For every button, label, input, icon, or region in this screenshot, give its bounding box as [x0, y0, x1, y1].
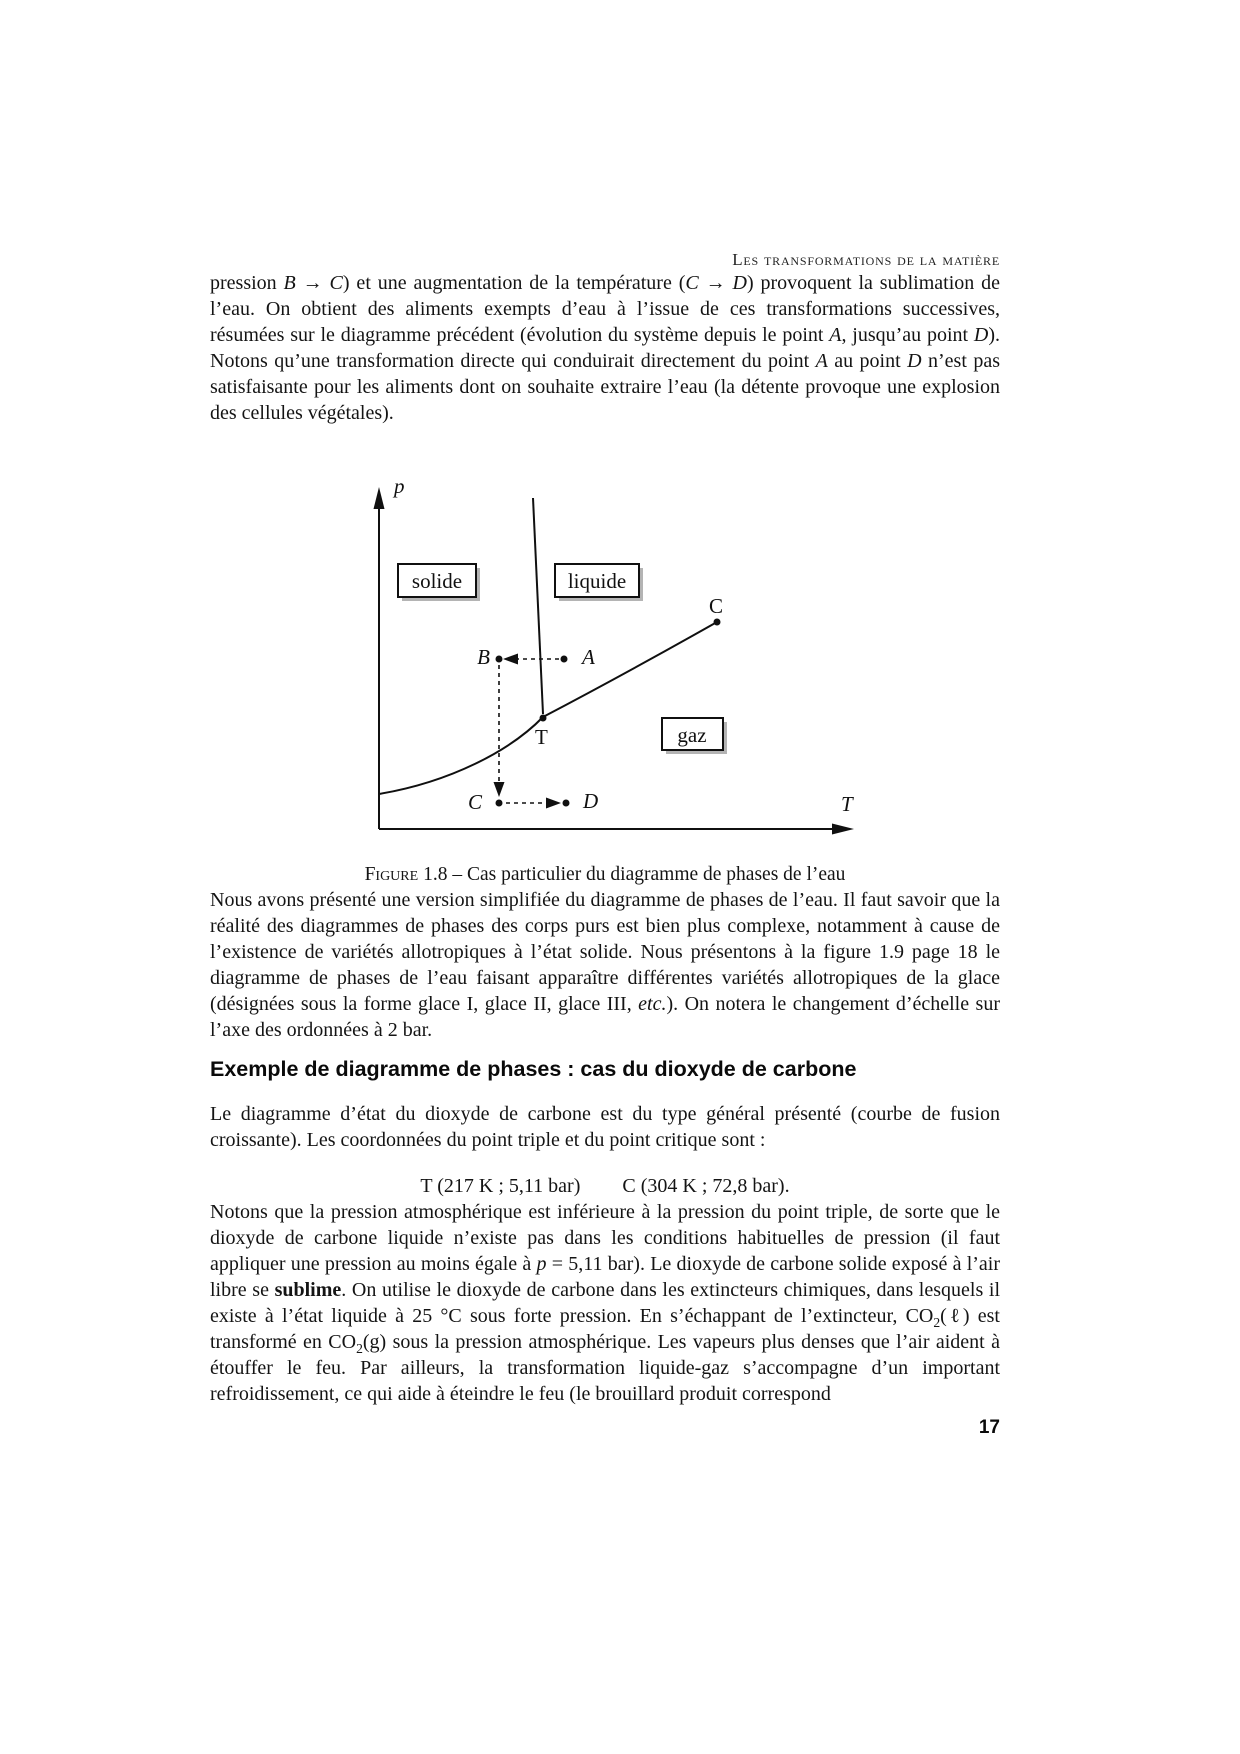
- critical-point: [714, 619, 721, 626]
- critical-point-coordinates: C (304 K ; 72,8 bar).: [622, 1174, 790, 1197]
- solid-region-label: solide: [411, 569, 463, 593]
- triple-point: [540, 715, 547, 722]
- critical-point-label: C: [709, 594, 724, 618]
- phase-diagram-svg: [340, 431, 860, 851]
- vaporization-curve: [543, 622, 717, 717]
- page-number: 17: [978, 1416, 1000, 1438]
- temperature-axis-label: T: [841, 792, 853, 816]
- point-A: [561, 656, 568, 663]
- triple-critical-coordinates: [210, 1173, 1000, 1199]
- point-B: [496, 656, 503, 663]
- arrow-to-C-icon: [494, 782, 505, 797]
- paragraph-1: pression B → C) et une augmentation de la température (C → D) provoquent la sublimation de l’eau. On obtient des aliments exempts d’eau à l’issue de ces transformations successives, résumées sur le diagramme précédent (évolution du système depuis le point A, jusqu’au point D). Notons qu’une transformation directe qui conduirait directement du point A au point D n’est pas satisfaisante pour les aliments dont on souhaite extraire l’eau (la détente provoque une explosion des cellules végétales).: [210, 272, 1001, 424]
- gas-region-label: gaz: [677, 723, 707, 747]
- arrow-to-D-icon: [546, 798, 561, 809]
- arrow-to-B-icon: [503, 654, 518, 665]
- point-A-label: A: [582, 645, 595, 669]
- sublimation-curve: [379, 717, 543, 794]
- point-D-label: D: [583, 789, 599, 813]
- liquid-region-label: liquide: [567, 569, 627, 593]
- point-C: [496, 800, 503, 807]
- paragraph-2: Nous avons présenté une version simplifiée du diagramme de phases de l’eau. Il faut savoir que la réalité des diagrammes de phases des corps purs est bien plus complexe, notamment à cause de l’existence de variétés allotropiques à l’état solide. Nous présentons à la figure 1.9 page 18 le diagramme de phases de l’eau faisant apparaître différentes variétés allotropiques de la glace (désignées sous la forme glace I, glace II, glace III, etc.). On notera le changement d’échelle sur l’axe des ordonnées à 2 bar.: [210, 889, 1000, 1041]
- fusion-curve: [533, 498, 543, 714]
- figure-caption: Figure 1.8 – Cas particulier du diagramme de phases de l’eau: [364, 864, 846, 885]
- pressure-axis-label: p: [394, 474, 405, 498]
- paragraph-4: Notons que la pression atmosphérique est inférieure à la pression du point triple, de sorte que le dioxyde de carbone liquide n’existe pas dans les conditions habituelles de pression (il faut appliquer une pression au moins égale à p = 5,11 bar). Le dioxyde de carbone solide exposé à l’air libre se sublime. On utilise le dioxyde de carbone dans les extincteurs chimiques, dans lesquels il existe à l’état liquide à 25 °C sous forte pression. En s’échappant de l’extincteur, $CO_2(\ell)$ est transformé en $CO_2(g)$ sous la pression atmosphérique. Les vapeurs plus denses que l’air aident à étouffer le feu. Par ailleurs, la transformation liquide-gaz s’accompagne d’un important refroidissement, ce qui aide à éteindre le feu (le brouillard produit correspond: [210, 1200, 1001, 1405]
- paragraph-3: Le diagramme d’état du dioxyde de carbone est du type général présenté (courbe de fusion croissante). Les coordonnées du point triple et du point critique sont :: [210, 1102, 1000, 1151]
- text-block: [210, 0, 1000, 1439]
- triple-point-label: T: [535, 725, 548, 749]
- point-B-label: B: [477, 645, 490, 669]
- pressure-axis-arrow-icon: [374, 487, 385, 509]
- temperature-axis-arrow-icon: [832, 824, 854, 835]
- running-header: Les transformations de la matière: [732, 250, 1000, 269]
- triple-point-coordinates: T (217 K ; 5,11 bar): [420, 1174, 581, 1197]
- point-D: [563, 800, 570, 807]
- section-heading: Exemple de diagramme de phases : cas du dioxyde de carbone: [210, 1057, 857, 1081]
- phase-diagram-figure: [340, 431, 860, 851]
- point-C-label: C: [467, 790, 482, 814]
